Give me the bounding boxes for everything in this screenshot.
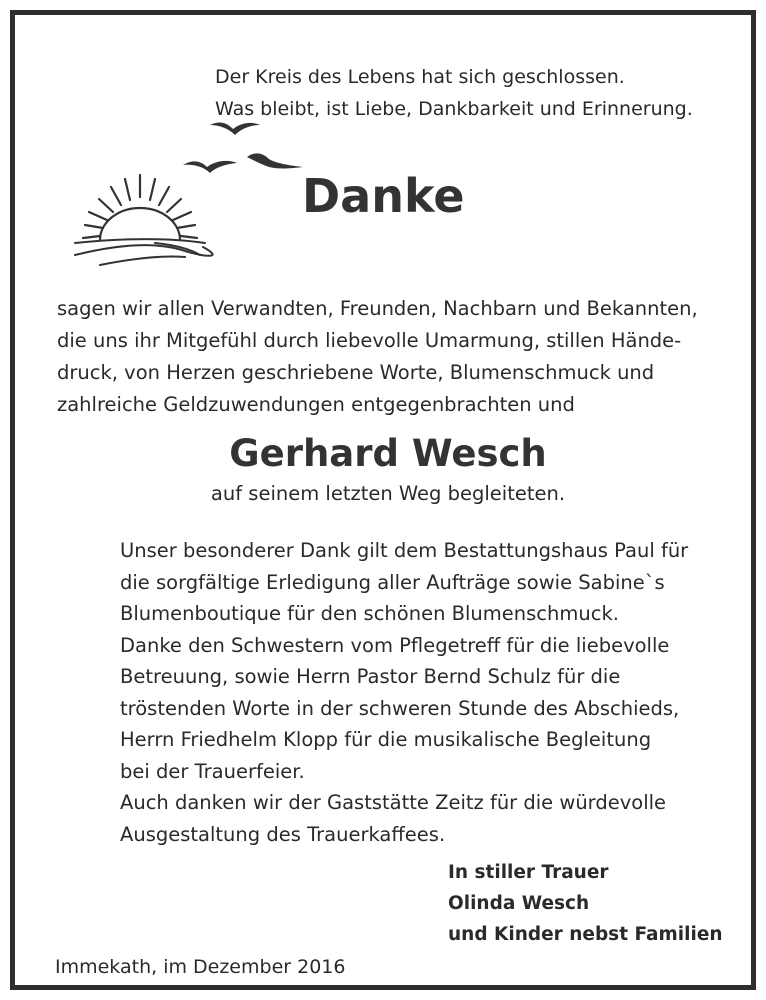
name-subline: auf seinem letzten Weg begleiteten. [210, 482, 566, 505]
sunset-birds-illustration [55, 115, 305, 275]
special-thanks-line: Unser besonderer Dank gilt dem Bestattungshaus Paul für [120, 539, 689, 562]
thanks-line: zahlreiche Geldzuwendungen entgegenbrachten und [57, 393, 575, 416]
signature-line: und Kinder nebst Familien [448, 924, 723, 945]
dateline: Immekath, im Dezember 2016 [55, 956, 346, 978]
special-thanks-line: bei der Trauerfeier. [120, 759, 305, 783]
signature-line: Olinda Wesch [448, 893, 590, 914]
notice-frame [10, 10, 756, 990]
special-thanks-line: Danke den Schwestern vom Pflegetreff für die liebevolle [120, 633, 670, 657]
birds-icon [183, 122, 303, 173]
special-thanks-line: Ausgestaltung des Trauerkaffees. [120, 822, 446, 846]
page-title: Danke [302, 169, 465, 223]
signature-block [448, 857, 723, 950]
special-thanks-line: tröstenden Worte in der schweren Stunde des Abschieds, [120, 696, 680, 720]
special-thanks-line: Betreuung, sowie Herrn Pastor Bernd Schulz für die [120, 665, 621, 688]
special-thanks-line: Auch danken wir der Gaststätte Zeitz für die würdevolle [120, 791, 667, 814]
thanks-line: die uns ihr Mitgefühl durch liebevolle Umarmung, stillen Hände- [57, 329, 682, 352]
motto-line: Der Kreis des Lebens hat sich geschlossen. [215, 66, 625, 88]
special-thanks-line: Blumenboutique für den schönen Blumenschmuck. [120, 602, 619, 625]
hills-icon [75, 239, 213, 265]
special-thanks-line: Herrn Friedhelm Klopp für die musikalische Begleitung [120, 728, 652, 751]
thanks-paragraph [57, 293, 698, 421]
sun-icon [100, 208, 180, 240]
deceased-name: Gerhard Wesch [229, 432, 547, 475]
thanks-line: sagen wir allen Verwandten, Freunden, Nachbarn und Bekannten, [57, 297, 698, 320]
thanks-line: druck, von Herzen geschriebene Worte, Blumenschmuck und [57, 361, 655, 384]
special-thanks-line: die sorgfältige Erledigung aller Aufträge sowie Sabine`s [120, 570, 665, 594]
signature-line: In stiller Trauer [448, 862, 609, 883]
special-thanks-paragraph [120, 535, 688, 850]
sun-rays-icon [83, 175, 197, 238]
motto-line: Was bleibt, ist Liebe, Dankbarkeit und Erinnerung. [215, 98, 693, 120]
